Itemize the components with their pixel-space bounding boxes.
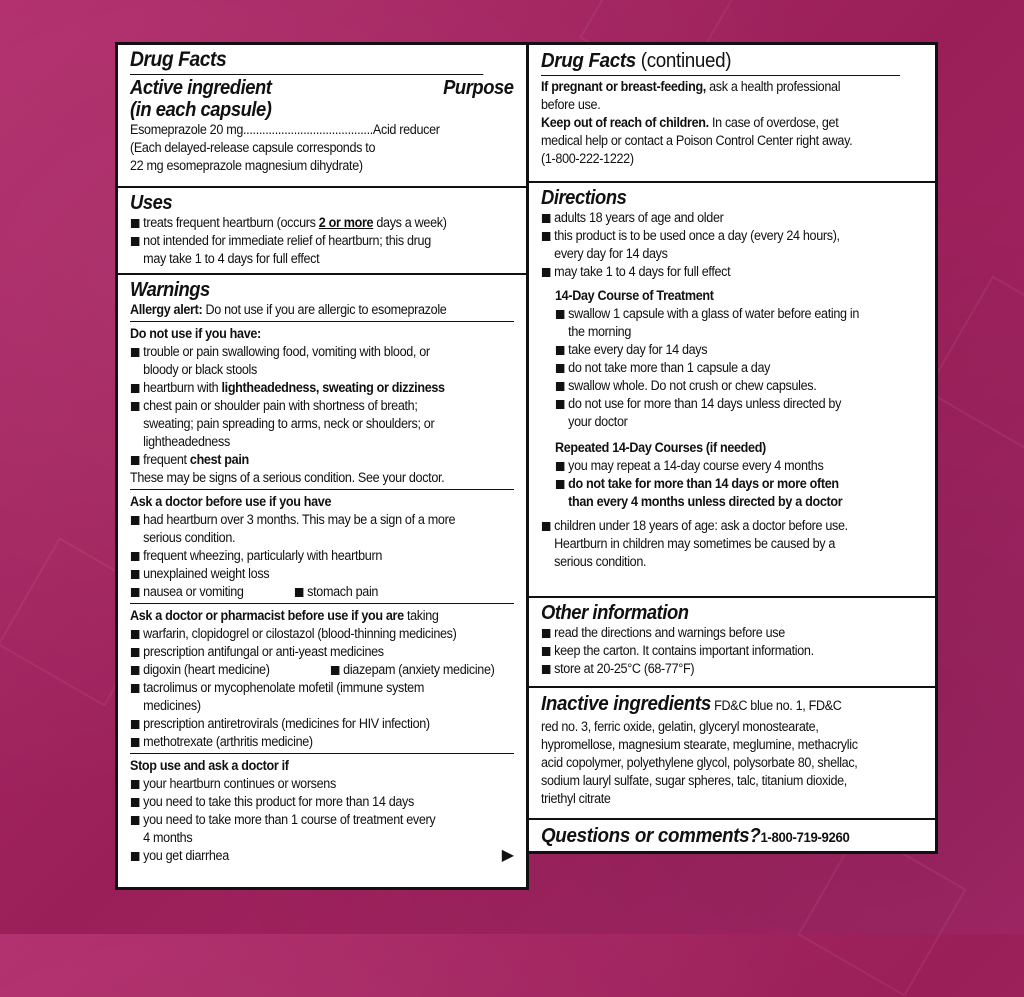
other-information-item: keep the carton. It contains important information. (541, 642, 900, 660)
inactive-ingredients-line (541, 692, 900, 718)
uses-text: treats frequent heartburn (occurs (143, 215, 319, 230)
uses-text: days a week) (373, 215, 447, 230)
do-not-use-item-cont: lightheadedness (143, 434, 230, 449)
ask-pharmacist-item: digoxin (heart medicine) (130, 661, 318, 679)
directions-heading: Directions (541, 187, 627, 209)
ask-pharmacist-pair-row (130, 661, 514, 679)
pregnancy-warning-cont: before use. (541, 97, 601, 112)
questions-line (541, 823, 900, 851)
directions-item: this product is to be used once a day (every 24 hours), (541, 227, 900, 245)
divider (130, 753, 514, 754)
directions-item: may take 1 to 4 days for full effect (541, 263, 900, 281)
ask-pharmacist-item: prescription antifungal or anti-yeast medicines (130, 643, 491, 661)
pregnancy-bold: If pregnant or breast-feeding, (541, 79, 706, 94)
uses-section (118, 188, 526, 275)
stop-use-item: your heartburn continues or worsens (130, 775, 491, 793)
ask-doctor-item: nausea or vomiting (130, 583, 284, 601)
uses-item: not intended for immediate relief of heartburn; this drug (130, 232, 491, 250)
course-heading: 14-Day Course of Treatment (555, 288, 714, 303)
directions-item-cont: every day for 14 days (554, 246, 668, 261)
active-ingredient-heading: Active ingredient (130, 77, 272, 99)
item-bold: lightheadedness, sweating or dizziness (221, 380, 445, 395)
pregnancy-text: ask a health professional (705, 79, 841, 94)
ask-doctor-pair-row (130, 583, 514, 601)
children-item-cont: serious condition. (554, 554, 647, 569)
course-item: swallow whole. Do not crush or chew capsules. (555, 377, 901, 395)
stop-use-item: you need to take this product for more than 14 days (130, 793, 491, 811)
stop-use-last-row (130, 847, 514, 865)
do-not-use-item: chest pain or shoulder pain with shortness of breath; (130, 397, 491, 415)
panel-title (541, 49, 900, 76)
ask-doctor-item: unexplained weight loss (130, 565, 491, 583)
inactive-ingredients-text: acid copolymer, polyethylene glycol, polysorbate 80, shellac, (541, 755, 858, 770)
inactive-ingredients-text: hypromellose, magnesium stearate, meglumine, methacrylic (541, 737, 858, 752)
allergy-label: Allergy alert: (130, 302, 203, 317)
inactive-ingredients-text: sodium lauryl sulfate, sugar spheres, talc, titanium dioxide, (541, 773, 847, 788)
divider (130, 321, 514, 322)
directions-section (529, 183, 935, 598)
inactive-ingredients-section (529, 688, 935, 820)
other-information-item: read the directions and warnings before use (541, 624, 900, 642)
panel-title: Drug Facts (130, 49, 483, 75)
keep-out-warning (541, 114, 900, 132)
do-not-use-heading: Do not use if you have: (130, 326, 261, 341)
drug-facts-panel-left (115, 42, 529, 890)
ask-pharmacist-item: diazepam (anxiety medicine) (330, 661, 495, 679)
repeat-item-cont: than every 4 months unless directed by a doctor (568, 494, 843, 509)
do-not-use-item (130, 379, 491, 397)
uses-item (130, 214, 491, 232)
inactive-ingredients-text: red no. 3, ferric oxide, gelatin, glyceryl monostearate, (541, 719, 819, 734)
repeat-heading: Repeated 14-Day Courses (if needed) (555, 440, 766, 455)
active-ingredient-subheading: (in each capsule) (130, 99, 272, 121)
children-item-cont: Heartburn in children may sometimes be caused by a (554, 536, 836, 551)
course-item: do not use for more than 14 days unless directed by (555, 395, 901, 413)
ask-doctor-item: had heartburn over 3 months. This may be a sign of a more (130, 511, 491, 529)
ask-pharmacist-heading (130, 607, 491, 625)
panel-title-bold: Drug Facts (541, 50, 636, 72)
stop-use-heading: Stop use and ask a doctor if (130, 758, 289, 773)
ingredient-line: Esomeprazole 20 mg.........................................Acid reducer (130, 122, 440, 137)
ask-doctor-item-cont: serious condition. (143, 530, 236, 545)
course-item-cont: the morning (568, 324, 632, 339)
repeat-item: do not take for more than 14 days or more often (555, 475, 901, 493)
other-information-item: store at 20-25°C (68-77°F) (541, 660, 900, 678)
ask-pharmacist-item: warfarin, clopidogrel or cilostazol (blood-thinning medicines) (130, 625, 491, 643)
do-not-use-item: trouble or pain swallowing food, vomiting with blood, or (130, 343, 491, 361)
repeat-item: you may repeat a 14-day course every 4 months (555, 457, 901, 475)
keep-out-warning-cont: medical help or contact a Poison Control Center right away. (541, 133, 853, 148)
children-item: children under 18 years of age: ask a doctor before use. (541, 517, 900, 535)
panel-title-rest: (continued) (635, 50, 732, 72)
questions-section (529, 820, 935, 855)
inactive-ingredients-text: FD&C blue no. 1, FD&C (710, 698, 842, 713)
ingredient-note: 22 mg esomeprazole magnesium dihydrate) (130, 158, 363, 173)
heading-tail: taking (403, 608, 439, 623)
do-not-use-item-cont: bloody or black stools (143, 362, 257, 377)
stop-use-item: you get diarrhea (130, 847, 229, 865)
active-ingredient-section (118, 45, 526, 188)
ask-doctor-item: frequent wheezing, particularly with heartburn (130, 547, 491, 565)
ask-doctor-item: stomach pain (294, 583, 378, 601)
item-text: heartburn with (143, 380, 222, 395)
pregnancy-warning (541, 78, 900, 96)
other-information-heading: Other information (541, 602, 689, 624)
do-not-use-item-cont: sweating; pain spreading to arms, neck or shoulders; or (143, 416, 435, 431)
ask-pharmacist-item-cont: medicines) (143, 698, 201, 713)
course-item-cont: your doctor (568, 414, 628, 429)
ingredient-note: (Each delayed-release capsule corresponds to (130, 140, 376, 155)
uses-emphasis: 2 or more (318, 215, 374, 230)
do-not-use-note: These may be signs of a serious condition. See your doctor. (130, 470, 445, 485)
drug-facts-panel-right (526, 42, 938, 854)
purpose-heading: Purpose (443, 77, 514, 99)
uses-heading: Uses (130, 192, 173, 214)
ask-pharmacist-item: prescription antiretrovirals (medicines for HIV infection) (130, 715, 491, 733)
allergy-text: Do not use if you are allergic to esomeprazole (202, 302, 447, 317)
do-not-use-item (130, 451, 491, 469)
course-item: swallow 1 capsule with a glass of water before eating in (555, 305, 901, 323)
ask-pharmacist-item: methotrexate (arthritis medicine) (130, 733, 491, 751)
ask-doctor-heading: Ask a doctor before use if you have (130, 494, 332, 509)
continue-arrow-icon: ▶ (501, 847, 514, 864)
background-hexagon (925, 275, 1024, 458)
item-text: frequent (143, 452, 190, 467)
course-item: do not take more than 1 capsule a day (555, 359, 901, 377)
heading-bold: Ask a doctor or pharmacist before use if you are (130, 608, 404, 623)
inactive-ingredients-heading: Inactive ingredients (541, 693, 711, 715)
questions-phone[interactable]: 1-800-719-9260 (760, 829, 850, 845)
keep-out-text: In case of overdose, get (708, 115, 839, 130)
questions-heading: Questions or comments? (541, 825, 761, 847)
course-block (541, 287, 923, 511)
course-item: take every day for 14 days (555, 341, 901, 359)
pregnancy-section (529, 45, 935, 183)
poison-control-number: (1-800-222-1222) (541, 151, 634, 166)
allergy-alert (130, 301, 491, 319)
ask-pharmacist-item: tacrolimus or mycophenolate mofetil (immune system (130, 679, 491, 697)
warnings-heading: Warnings (130, 279, 210, 301)
item-bold: chest pain (189, 452, 249, 467)
divider (130, 489, 514, 490)
stop-use-item-cont: 4 months (143, 830, 193, 845)
active-ingredient-heading-row (130, 77, 514, 99)
keep-out-bold: Keep out of reach of children. (541, 115, 709, 130)
stop-use-item: you need to take more than 1 course of treatment every (130, 811, 491, 829)
warnings-section (118, 275, 526, 869)
inactive-ingredients-text: triethyl citrate (541, 791, 611, 806)
other-information-section (529, 598, 935, 688)
uses-item-cont: may take 1 to 4 days for full effect (143, 251, 320, 266)
divider (130, 603, 514, 604)
directions-item: adults 18 years of age and older (541, 209, 900, 227)
